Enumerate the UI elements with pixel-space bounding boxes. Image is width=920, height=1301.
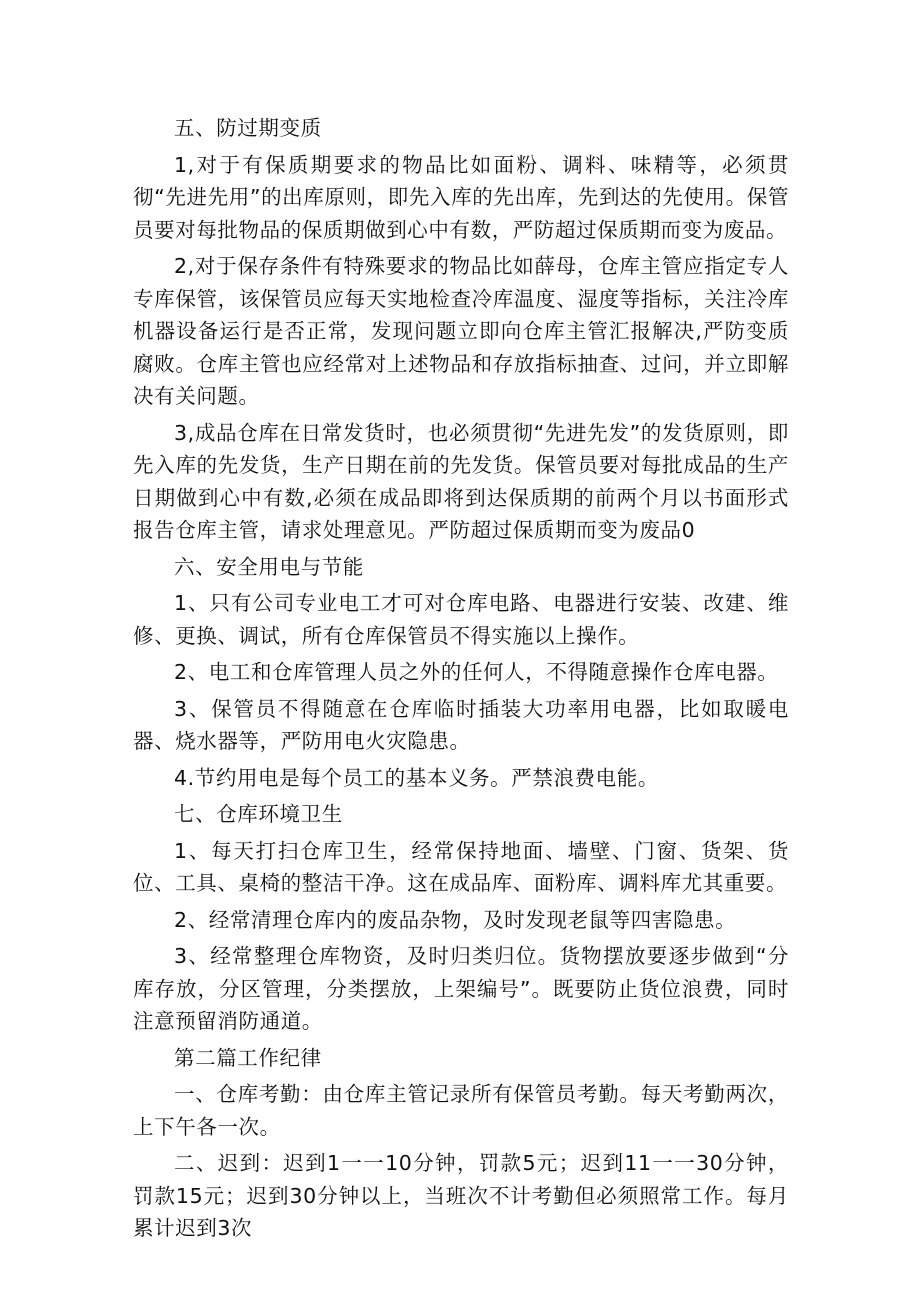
paragraph-7-2: 2、经常清理仓库内的废品杂物，及时发现老鼠等四害隐患。 [174,907,737,932]
paragraph-5-3: 3,成品仓库在日常发货时，也必须贯彻“先进先发”的发货原则，即先入库的先发货，生产日期在前的先发货。保管员要对每批成品的生产日期做到心中有数,必须在成品即将到达保质期的前两个月以书面形式报告仓库主管，请求处理意见。严防超过保质期而变为废品0 [133,420,789,542]
part-heading-2: 第二篇工作纪律 [174,1045,322,1070]
paragraph-5-2: 2,对于保存条件有特殊要求的物品比如薛母，仓库主管应指定专人专库保管，该保管员应每天实地检查冷库温度、湿度等指标，关注冷库机器设备运行是否正常，发现问题立即向仓库主管汇报解决,严防变质腐败。仓库主管也应经常对上述物品和存放指标抽查、过问，并立即解决有关问题。 [133,254,789,408]
paragraph-6-4: 4.节约用电是每个员工的基本义务。严禁浪费电能。 [174,765,659,790]
document-body [133,112,789,1249]
paragraph-discipline-1: 一、仓库考勤：由仓库主管记录所有保管员考勤。每天考勤两次，上下午各一次。 [133,1082,789,1139]
section-heading-5: 五、防过期变质 [174,116,322,140]
paragraph-5-1: 1,对于有保质期要求的物品比如面粉、调料、味精等，必须贯彻“先进先用”的出库原则，即先入库的先出库，先到达的先使用。保管员要对每批物品的保质期做到心中有数，严防超过保质期而变为废品。 [133,152,789,242]
paragraph-7-3: 3、经常整理仓库物资，及时归类归位。货物摆放要逐步做到“分库存放，分区管理，分类摆放，上架编号”。既要防止货位浪费，同时注意预留消防通道。 [133,944,789,1033]
paragraph-6-3: 3、保管员不得随意在仓库临时插装大功率用电器，比如取暖电器、烧水器等，严防用电火灾隐患。 [133,696,789,753]
section-heading-7: 七、仓库环境卫生 [174,802,343,826]
paragraph-discipline-2: 二、迟到：迟到1一一10分钟，罚款5元；迟到11一一30分钟，罚款15元；迟到30分钟以上，当班次不计考勤但必须照常工作。每月累计迟到3次 [133,1151,789,1240]
section-heading-6: 六、安全用电与节能 [174,554,364,579]
paragraph-6-2: 2、电工和仓库管理人员之外的任何人，不得随意操作仓库电器。 [174,660,779,684]
paragraph-6-1: 1、只有公司专业电工才可对仓库电路、电器进行安装、改建、维修、更换、调试，所有仓库保管员不得实施以上操作。 [133,591,789,648]
paragraph-7-1: 1、每天打扫仓库卫生，经常保持地面、墙壁、门窗、货架、货位、工具、桌椅的整洁干净。这在成品库、面粉库、调料库尤其重要。 [133,838,789,895]
